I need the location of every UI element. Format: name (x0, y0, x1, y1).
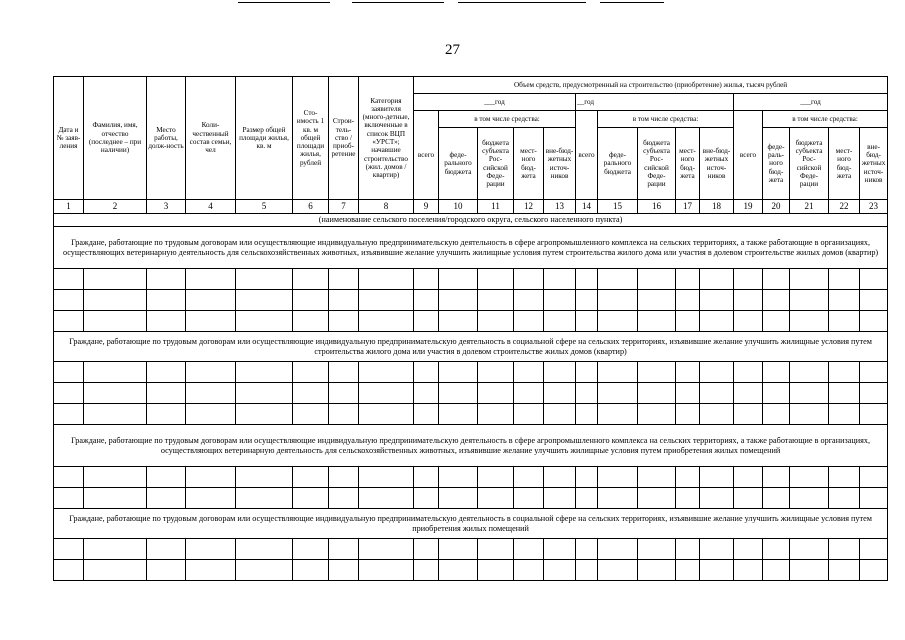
col-number: 12 (514, 200, 544, 214)
col-number: 16 (638, 200, 676, 214)
col-number: 6 (293, 200, 329, 214)
col-number: 15 (598, 200, 638, 214)
entry-row[interactable] (54, 269, 888, 290)
entry-row[interactable] (54, 311, 888, 332)
col-number: 1 (54, 200, 84, 214)
year1-fed-header: феде-рального бюджета (439, 128, 478, 200)
col-work-header: Место работы, долж-ность (147, 77, 186, 200)
section-title: Граждане, работающие по трудовым договорам или осуществляющие индивидуальную предпринимательскую деятельность в сфере агропромышленного комплекса на сельских территориях, а также работающие в организациях, осуществляющих ветеринарную деятельность для сельскохозяйственных животных, изъявившие желание улучшить жилищные условия путем приобретения жилых помещений (54, 425, 888, 467)
col-number: 21 (790, 200, 829, 214)
col-number: 8 (359, 200, 414, 214)
entry-row[interactable] (54, 539, 888, 560)
top-rule-mid1 (352, 2, 444, 3)
year2-fed-header: феде-рального бюджета (598, 128, 638, 200)
year2-loc-header: мест-ного бюд-жета (676, 128, 700, 200)
year1-extra-header: вне-бюд-жетных источ-ников (544, 128, 576, 200)
col-category-header: Категория заявителя (много-детные, включенные в список ВЦП «УРСТ»; начавшие строительство (жил. домов / квартир) (359, 77, 414, 200)
year3-extra-header: вне-бюд-жетных источ-ников (860, 128, 888, 200)
year1-subj-header: бюджета субъекта Рос-сийской Феде-рации (478, 128, 514, 200)
col-number: 2 (84, 200, 147, 214)
year1-header: ___год (414, 94, 576, 111)
year3-loc-header: мест-ного бюд-жета (829, 128, 860, 200)
section-title: Граждане, работающие по трудовым договорам или осуществляющие индивидуальную предпринимательскую деятельность в социальной сфере на сельских территориях, изъявившие желание улучшить жилищные условия путем приобретения жилых помещений (54, 509, 888, 539)
year1-incl-header: в том числе средства: (439, 111, 576, 128)
col-cost-header: Сто-имость 1 кв. м общей площади жилья, рублей (293, 77, 329, 200)
col-number: 17 (676, 200, 700, 214)
col-family-header: Коли-чественный состав семьи, чел (186, 77, 236, 200)
col-number: 20 (763, 200, 790, 214)
col-number: 10 (439, 200, 478, 214)
place-label: (наименование сельского поселения/городского округа, сельского населенного пункта) (54, 214, 888, 227)
col-number: 19 (734, 200, 763, 214)
col-number: 13 (544, 200, 576, 214)
col-number: 9 (414, 200, 439, 214)
col-name-header: Фамилия, имя, отчество (последнее – при наличии) (84, 77, 147, 200)
col-number: 5 (236, 200, 293, 214)
volume-header: Объем средств, предусмотренный на строительство (приобретение) жилья, тысяч рублей (414, 77, 888, 94)
year2-total-header: всего (576, 111, 598, 200)
col-number: 22 (829, 200, 860, 214)
column-number-row (54, 200, 888, 214)
entry-row[interactable] (54, 290, 888, 311)
col-number: 3 (147, 200, 186, 214)
col-number: 11 (478, 200, 514, 214)
col-number: 18 (700, 200, 734, 214)
top-rule-mid2 (458, 2, 586, 3)
col-number: 14 (576, 200, 598, 214)
housing-form-table (53, 76, 888, 581)
year3-header: ___год (734, 94, 888, 111)
year2-header: __год (576, 94, 734, 111)
entry-row[interactable] (54, 362, 888, 383)
col-construction-header: Строи-тель-ство / приоб-ретение (329, 77, 359, 200)
year2-subj-header: бюджета субъекта Рос-сийской Феде-рации (638, 128, 676, 200)
entry-row[interactable] (54, 383, 888, 404)
col-number: 23 (860, 200, 888, 214)
col-number: 7 (329, 200, 359, 214)
top-rule-left (238, 2, 330, 3)
col-area-header: Размер общей площади жилья, кв. м (236, 77, 293, 200)
entry-row[interactable] (54, 488, 888, 509)
entry-row[interactable] (54, 560, 888, 581)
col-date-header: Дата и № заяв-ления (54, 77, 84, 200)
top-rule-right (600, 2, 664, 3)
page-number: 27 (445, 42, 460, 58)
year2-extra-header: вне-бюд-жетных источ-ников (700, 128, 734, 200)
entry-row[interactable] (54, 404, 888, 425)
year3-fed-header: феде-раль-ного бюд-жета (763, 128, 790, 200)
col-number: 4 (186, 200, 236, 214)
year3-incl-header: в том числе средства: (763, 111, 888, 128)
year3-subj-header: бюджета субъекта Рос-сийской Феде-рации (790, 128, 829, 200)
year2-incl-header: в том числе средства: (598, 111, 734, 128)
entry-row[interactable] (54, 467, 888, 488)
year1-total-header: всего (414, 111, 439, 200)
section-title: Граждане, работающие по трудовым договорам или осуществляющие индивидуальную предпринимательскую деятельность в сфере агропромышленного комплекса на сельских территориях, а также работающие в организациях, осуществляющих ветеринарную деятельность для сельскохозяйственных животных, изъявившие желание улучшить жилищные условия путем строительства жилого дома или участия в долевом строительстве жилых домов (квартир) (54, 227, 888, 269)
year3-total-header: всего (734, 111, 763, 200)
section-title: Граждане, работающие по трудовым договорам или осуществляющие индивидуальную предпринимательскую деятельность в социальной сфере на сельских территориях, изъявившие желание улучшить жилищные условия путем строительства жилого дома или участия в долевом строительстве жилых домов (квартир) (54, 332, 888, 362)
year1-loc-header: мест-ного бюд-жета (514, 128, 544, 200)
